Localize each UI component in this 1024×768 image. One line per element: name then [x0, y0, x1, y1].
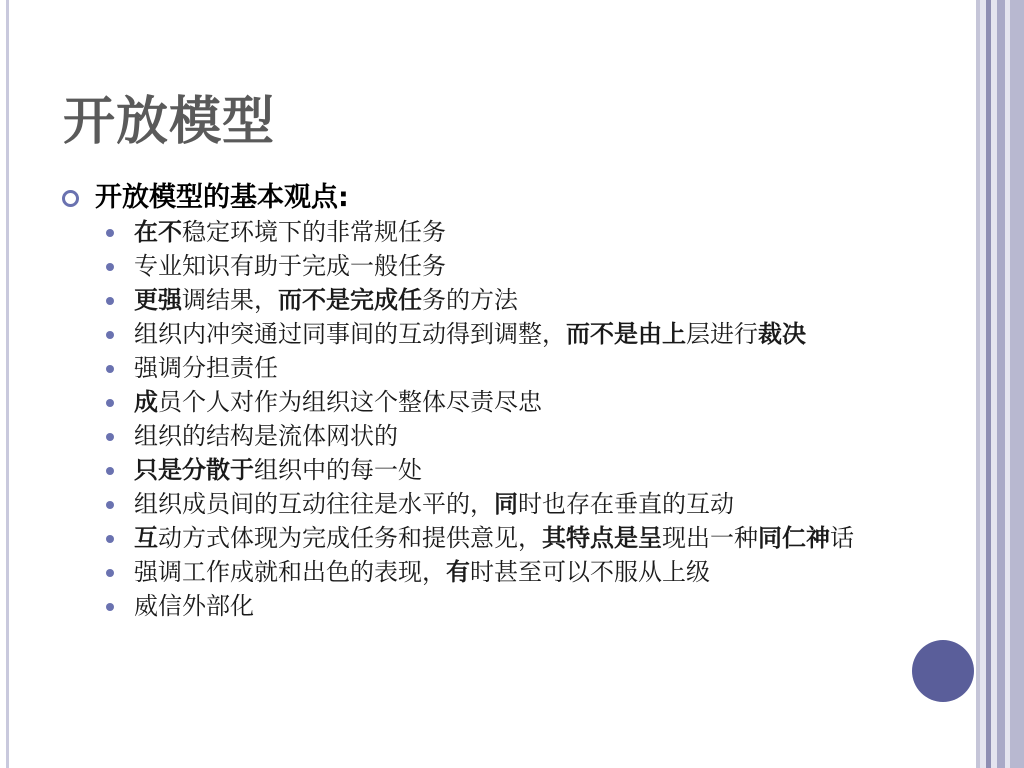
- bullet-list: [62, 218, 912, 620]
- list-item: [106, 558, 912, 586]
- dot-bullet-icon: [106, 365, 114, 373]
- list-item: [106, 422, 912, 450]
- level1-bullet: [62, 178, 912, 218]
- list-item: [106, 354, 912, 382]
- dot-bullet-icon: [106, 501, 114, 509]
- dot-bullet-icon: [106, 263, 114, 271]
- list-item-text: 更强调结果，而不是完成任务的方法: [134, 286, 518, 314]
- frame-bar: [1010, 0, 1024, 768]
- list-item-text: 威信外部化: [134, 592, 254, 620]
- list-item: [106, 456, 912, 484]
- dot-bullet-icon: [106, 229, 114, 237]
- list-item-text: 组织成员间的互动往往是水平的，同时也存在垂直的互动: [134, 490, 734, 518]
- list-item: [106, 388, 912, 416]
- list-item: [106, 286, 912, 314]
- content-area: [62, 178, 912, 626]
- list-item-text: 专业知识有助于完成一般任务: [134, 252, 446, 280]
- dot-bullet-icon: [106, 331, 114, 339]
- list-item: [106, 524, 912, 552]
- ring-bullet-icon: [62, 190, 79, 207]
- list-item-text: 成员个人对作为组织这个整体尽责尽忠: [134, 388, 542, 416]
- dot-bullet-icon: [106, 399, 114, 407]
- list-item: [106, 218, 912, 246]
- dot-bullet-icon: [106, 433, 114, 441]
- right-frame: [976, 0, 1024, 768]
- list-item-text: 组织内冲突通过同事间的互动得到调整，而不是由上层进行裁决: [134, 320, 806, 348]
- dot-bullet-icon: [106, 569, 114, 577]
- list-item-text: 强调工作成就和出色的表现，有时甚至可以不服从上级: [134, 558, 710, 586]
- list-item: [106, 592, 912, 620]
- dot-bullet-icon: [106, 535, 114, 543]
- list-item: [106, 252, 912, 280]
- left-rule: [6, 0, 9, 768]
- list-item-text: 强调分担责任: [134, 354, 278, 382]
- list-item-text: 组织的结构是流体网状的: [134, 422, 398, 450]
- list-item-text: 在不稳定环境下的非常规任务: [134, 218, 446, 246]
- frame-bar: [997, 0, 1005, 768]
- list-item: [106, 320, 912, 348]
- slide-title: 开放模型: [63, 92, 276, 152]
- list-item-text: 互动方式体现为完成任务和提供意见，其特点是呈现出一种同仁神话: [134, 524, 854, 552]
- dot-bullet-icon: [106, 297, 114, 305]
- section-heading: 开放模型的基本观点:: [95, 182, 349, 213]
- list-item: [106, 490, 912, 518]
- dot-bullet-icon: [106, 467, 114, 475]
- list-item-text: 只是分散于组织中的每一处: [134, 456, 422, 484]
- decorative-circle: [912, 640, 974, 702]
- dot-bullet-icon: [106, 603, 114, 611]
